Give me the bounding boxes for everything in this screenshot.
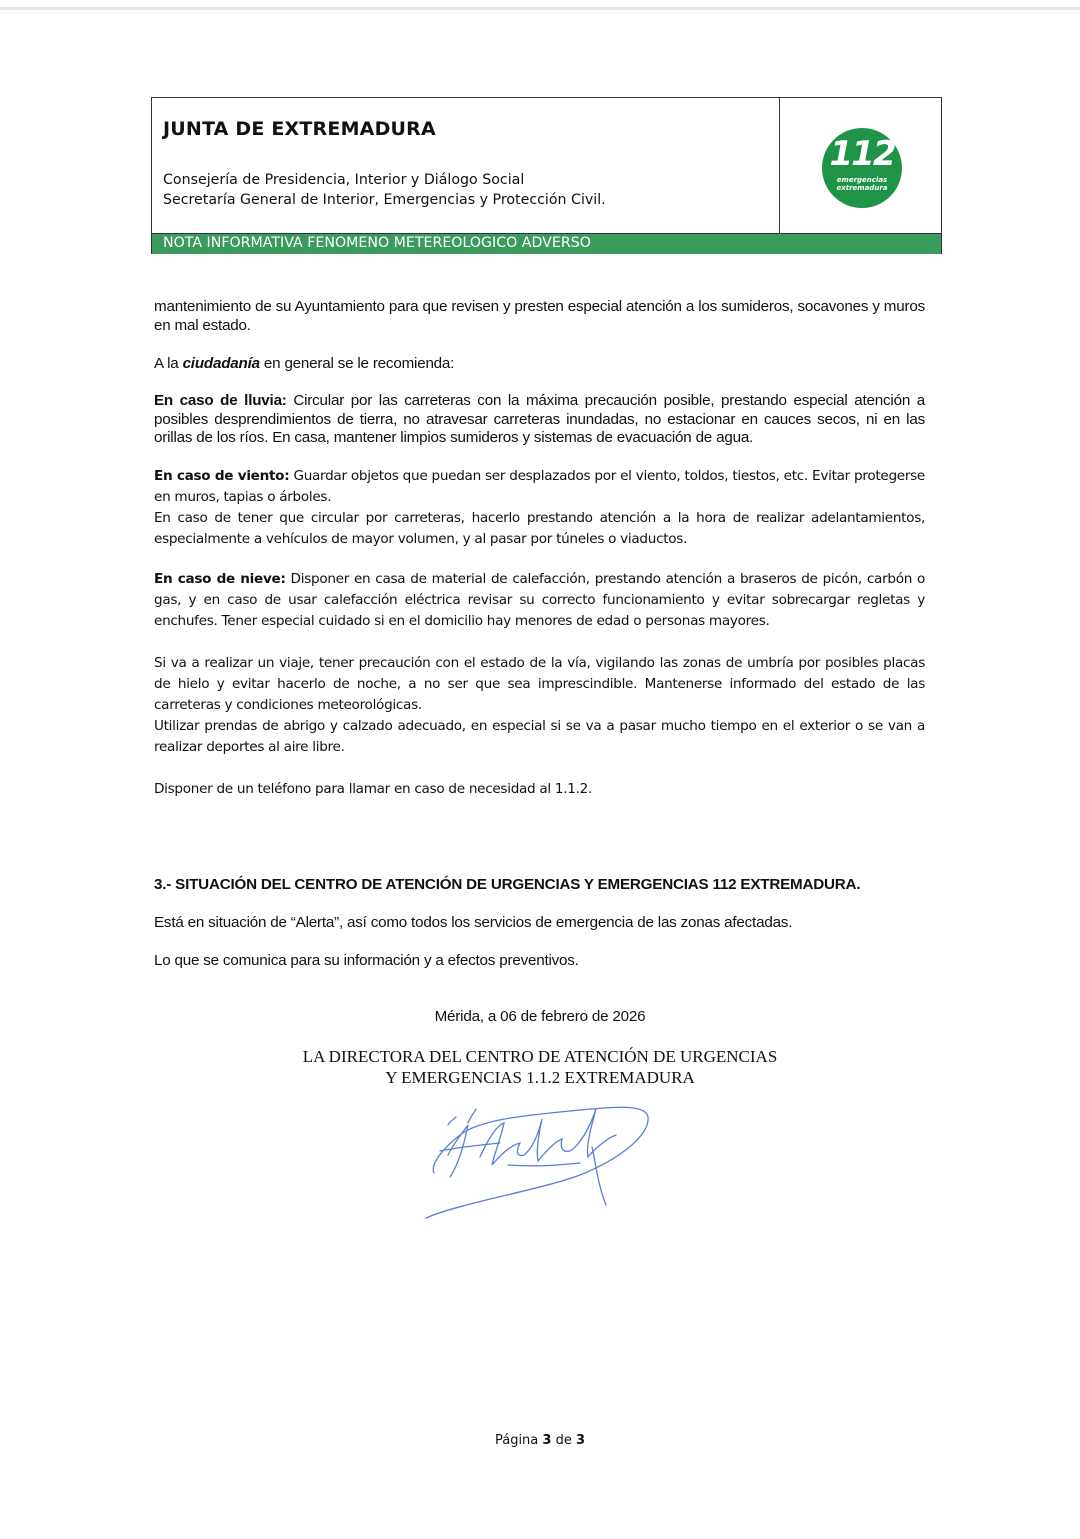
logo-number: 112 [829, 134, 895, 174]
snow-paragraph-3: Utilizar prendas de abrigo y calzado adecuado, en especial si se va a pasar mucho tiempo en el exterior o se van a realizar deportes al aire libre. [154, 718, 925, 755]
rain-text: Circular por las carreteras con la máxima precaución posible, prestando especial atención a posibles desprendimientos de tierra, no atravesar carreteras inundadas, no estacionar en cauces secos, ni en las orillas de los ríos. En casa, mantener limpios sumideros y sistemas de evacuación de agua. [154, 392, 925, 446]
section3-text: Está en situación de “Alerta”, así como todos los servicios de emergencia de las zonas afectadas. [154, 914, 793, 931]
emergencias-112-logo-icon [822, 128, 902, 208]
wind-label: En caso de viento: [154, 468, 290, 484]
snow-text: Disponer en casa de material de calefacción, prestando atención a braseros de picón, carbón o gas, y en caso de usar calefacción eléctrica revisar su correcto funcionamiento y evitar sobrecargar regletas y enchufes. Tener especial cuidado si en el domicilio hay menores de edad o personas mayores. [154, 571, 926, 629]
rain-label: En caso de lluvia: [154, 392, 287, 409]
signatory-line1: LA DIRECTORA DEL CENTRO DE ATENCIÓN DE URGENCIAS [302, 1047, 778, 1066]
page-total: 3 [575, 1433, 586, 1448]
top-divider [0, 7, 1080, 10]
citizens-emphasis: ciudadanía [182, 355, 260, 372]
phone-paragraph: Disponer de un teléfono para llamar en caso de necesidad al 1.1.2. [154, 781, 593, 797]
signatory-line2: Y EMERGENCIAS 1.1.2 EXTREMADURA [385, 1068, 695, 1087]
page-footer [0, 1433, 1080, 1448]
section3-title: 3.- SITUACIÓN DEL CENTRO DE ATENCIÓN DE URGENCIAS Y EMERGENCIAS 112 EXTREMADURA. [154, 876, 861, 893]
wind-paragraph-2: En caso de tener que circular por carreteras, hacerlo prestando atención a la hora de realizar adelantamientos, especialmente a vehículos de mayor volumen, y al pasar por túneles o viaductos. [154, 510, 925, 547]
citizens-paragraph [154, 355, 925, 374]
page-current: 3 [542, 1433, 552, 1448]
organization-name: JUNTA DE EXTREMADURA [163, 118, 436, 140]
wind-text: Guardar objetos que puedan ser desplazados por el viento, toldos, tiestos, etc. Evitar protegerse en muros, tapias o árboles. [154, 468, 925, 505]
header-logo-cell [780, 98, 941, 233]
snow-label: En caso de nieve: [154, 571, 286, 587]
document-header [151, 97, 942, 254]
banner [152, 233, 941, 254]
wind-paragraph [154, 466, 925, 508]
snow-paragraph [154, 569, 925, 632]
page-mid: de [551, 1433, 576, 1448]
citizens-prefix: A la [154, 355, 183, 372]
logo-line1: emergencias [836, 176, 888, 184]
department-name: Consejería de Presidencia, Interior y Diálogo Social [163, 172, 525, 188]
page-prefix: Página [494, 1433, 543, 1448]
logo-line2: extremadura [836, 184, 888, 192]
date-line: Mérida, a 06 de febrero de 2026 [434, 1008, 646, 1025]
intro-paragraph: mantenimiento de su Ayuntamiento para que revisen y presten especial atención a los sumideros, socavones y muros en mal estado. [154, 298, 925, 334]
header-text-cell [152, 98, 780, 233]
closing-text: Lo que se comunica para su información y a efectos preventivos. [154, 952, 579, 969]
secretariat-name: Secretaría General de Interior, Emergencias y Protección Civil. [163, 192, 606, 208]
citizens-suffix: en general se le recomienda: [259, 355, 455, 372]
signature-icon [420, 1095, 660, 1225]
banner-title: NOTA INFORMATIVA FENOMENO METEREOLOGICO ADVERSO [163, 235, 591, 251]
snow-paragraph-2: Si va a realizar un viaje, tener precaución con el estado de la vía, vigilando las zonas de umbría por posibles placas de hielo y evitar hacerlo de noche, a no ser que sea imprescindible. Mantenerse informado del estado de las carreteras y condiciones meteorológicas. [154, 655, 925, 713]
rain-paragraph [154, 392, 925, 448]
